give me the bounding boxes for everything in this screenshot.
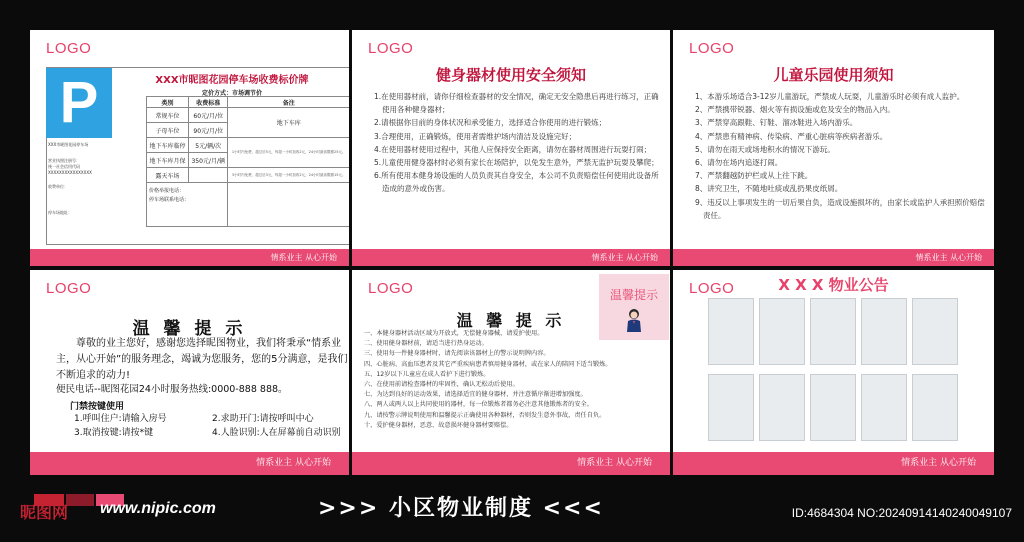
list-item: 3、严禁穿高跟鞋、钉鞋、溜冰鞋进入场内游乐。 [695, 118, 858, 128]
logo: LOGO [46, 280, 92, 297]
fitness-rules [374, 90, 662, 196]
list-item: 一、本健身器材活动区域为开放式，无偿健身器械，请爱护使用。 [364, 330, 544, 337]
table-row [147, 183, 350, 227]
image-caption: >>> 小区物业制度 <<< [318, 496, 604, 521]
list-item: 4.在使用器材使用过程中，其他人应保持安全距离，请勿在器材周围进行玩耍打闹； [374, 144, 652, 154]
bulletin-slot [912, 298, 958, 365]
row-type: 地下车库临停 [147, 138, 189, 153]
bulletin-slot [912, 374, 958, 441]
slogan-footer: 情系业主 从心开始 [352, 249, 670, 266]
panel-fitness [352, 30, 670, 266]
greeting-paragraph [56, 336, 349, 384]
list-item: 五、12岁以下儿童应在成人看护下进行锻炼。 [364, 370, 490, 378]
contact-cell [147, 183, 228, 227]
operator-label: 收费单位： [48, 184, 68, 189]
price-table [146, 96, 349, 227]
slogan-footer: 情系业主 从心开始 [30, 452, 349, 475]
table-header-row [147, 97, 350, 108]
list-item: 十、爱护健身器材，恶意、故意损坏健身器材要赔偿。 [364, 421, 513, 429]
hotline-text: 便民电话--昵图花园24小时服务热线:0000-888 888。 [56, 384, 288, 395]
row-price: 90元/月/位 [189, 123, 228, 138]
table-row [147, 168, 350, 183]
row-price: 5元/辆/次 [189, 138, 228, 153]
notice-fineprint [228, 183, 349, 227]
list-item: 1.在使用器材前，请你仔细检查器材的安全情况，确定无安全隐患后再进行练习，正确使用各种健身器材； [374, 92, 659, 115]
bulletin-slot [759, 374, 805, 441]
bulletin-title: X X X 物业公告 [778, 276, 889, 294]
color-swatch-dark [66, 494, 94, 506]
list-item: 四、心脏病、高血压患者及其它严重疾病患者慎用健身器材，或在家人的陪同下适当锻炼。 [364, 360, 612, 368]
row-type: 露天车场 [147, 168, 189, 183]
list-item: 三、使用每一件健身器材时，请先阅读该器材上的警示说明牌内容。 [364, 350, 550, 358]
list-item: 9、违反以上事项发生的一切后果自负，造成设施损坏的，由家长或监护人承担照价赔偿责任。 [695, 197, 985, 220]
slogan-footer: 情系业主 从心开始 [30, 249, 349, 266]
slogan-footer: 情系业主 从心开始 [673, 452, 994, 475]
door-access-heading: 门禁按键使用 [70, 402, 125, 412]
list-item: 2、严禁携带锐器、烟火等有损设施或危及安全的物品入内。 [695, 105, 895, 115]
list-item: 二、使用健身器材前，请适当进行热身运动。 [364, 340, 488, 348]
list-item: 4.人脸识别:人在屏幕前自动识别 [212, 428, 341, 438]
table-row [147, 108, 350, 123]
list-item: 6、请勿在场内追逐打闹。 [695, 158, 783, 168]
header-note: 备注 [228, 97, 349, 108]
notice-title: 温 馨 提 示 [132, 319, 247, 339]
bulletin-slot [708, 374, 754, 441]
door-access-list [74, 412, 349, 440]
row-price [189, 168, 228, 183]
fitness-title: 健身器材使用安全须知 [435, 66, 586, 84]
list-item: 3.取消按键:请按*键 [74, 428, 154, 438]
greeting-text: 尊敬的业主您好，感谢您选择昵图物业，我们将秉承“情系业主，从心开始”的服务理念，竭诚为您服务，您的5分满意，是我们不断追求的动力! [56, 338, 348, 381]
header-type: 类别 [147, 97, 189, 108]
report-phone-label: 价格举报电话： [149, 188, 185, 194]
list-item: 2.求助开门:请按呼叫中心 [212, 414, 314, 424]
list-item: 九、请按警示牌说明使用和温馨提示正确使用各种器材，否则发生意外事故，责任自负。 [364, 411, 606, 419]
header-price: 收费标准 [189, 97, 228, 108]
panel-warm-notice [30, 270, 349, 475]
list-item: 1、本游乐场适合3-12岁儿童游玩，严禁成人玩耍，儿童游乐时必须有成人监护。 [695, 92, 965, 101]
row-note: 地下车库 [228, 108, 349, 138]
logo: LOGO [46, 40, 92, 57]
table-row [147, 138, 350, 153]
playground-rules [695, 90, 987, 222]
list-item: 2.请根据你目前的身体状况和承受能力，选择适合你使用的进行锻炼； [374, 118, 607, 128]
logo: LOGO [368, 40, 414, 57]
row-price: 60元/月/位 [189, 108, 228, 123]
image-meta: ID:4684304 NO:20240914140240049107 [791, 506, 1012, 520]
slogan-footer: 情系业主 从心开始 [352, 452, 670, 475]
panel-bulletin [673, 270, 994, 475]
row-price: 350元/月/辆 [189, 153, 228, 168]
row-note: 1小时内免费，超过后5元，每超一小时加收2元，24小时最高限额25元。 [228, 138, 349, 168]
bulletin-slot [861, 374, 907, 441]
list-item: 1.呼叫住户:请输入房号 [74, 414, 167, 424]
logo: LOGO [689, 40, 735, 57]
bulletin-slot [759, 298, 805, 365]
list-item: 6.所有使用本健身场设施的人员负责其自身安全，本公司不负责赔偿任何使用此设备所造成的意外或伤害。 [374, 171, 659, 194]
address-label: 停车场地址： [48, 210, 72, 215]
list-item: 5.儿童使用健身器材时必须有家长在场陪护，以免发生意外，严禁无监护玩耍及攀爬； [374, 158, 659, 168]
list-item: 5、请勿在雨天或场地积水的情况下游玩。 [695, 144, 835, 154]
row-type: 地下车库月保 [147, 153, 189, 168]
panel-fitness-notice [352, 270, 670, 475]
bulletin-slot [708, 298, 754, 365]
list-item: 7、严禁翻越防护栏或从上往下跳。 [695, 171, 813, 181]
bulletin-slot [810, 374, 856, 441]
credit-code-value: XXXXXXXXXXXXXXXX [48, 170, 92, 175]
bulletin-slot [861, 298, 907, 365]
row-type: 常规车位 [147, 108, 189, 123]
bulletin-slot [810, 298, 856, 365]
list-item: 3.合理使用，正确锻炼，使用者需维护场内清洁及设施完好； [374, 131, 577, 141]
parking-title: XXX市昵图花园停车场收费标价牌 [155, 75, 309, 86]
list-item: 六、在使用前请检查器材的牢固性，确认无松动后使用。 [364, 381, 519, 389]
lot-caption: XXX市昵图花园停车场 [48, 142, 89, 147]
list-item: 4、严禁患有精神病、传染病、严重心脏病等疾病者游乐。 [695, 131, 888, 141]
brand-logo: 昵图网 [20, 505, 69, 522]
parking-p-icon: P [46, 68, 112, 138]
list-item: 8、讲究卫生，不随地吐痰或乱扔果皮纸屑。 [695, 184, 843, 194]
row-type: 子母车位 [147, 123, 189, 138]
row-note: 3小时内免费，超过后3元，每超一小时加收2元，24小时最高限额15元。 [228, 168, 349, 183]
list-item: 七、为达到良好的运动效果，请选择适宜的健身器材，并注意循序渐进增加强度。 [364, 391, 587, 399]
notice-title: 温 馨 提 示 [456, 311, 566, 330]
pricing-mode: 定价方式：市场调节价 [201, 90, 262, 97]
warm-notice-badge: 温馨提示 [609, 288, 658, 302]
logo: LOGO [368, 280, 414, 297]
lot-phone-label: 停车场联系电话： [149, 197, 190, 203]
playground-title: 儿童乐园使用须知 [773, 66, 894, 84]
fitness-notice-rules [364, 329, 664, 431]
list-item: 八、两人或两人以上共同使用的器材，每一位锻炼者都务必注意其他锻炼者的安全。 [364, 401, 593, 409]
slogan-footer: 情系业主 从心开始 [673, 249, 994, 266]
credit-code-label: 统一社会信用代码 [48, 164, 80, 169]
panel-parking [30, 30, 349, 266]
panel-playground [673, 30, 994, 266]
license-label: 营业执照注册号： [48, 158, 80, 163]
logo: LOGO [689, 280, 735, 297]
brand-url[interactable]: www.nipic.com [100, 500, 216, 517]
